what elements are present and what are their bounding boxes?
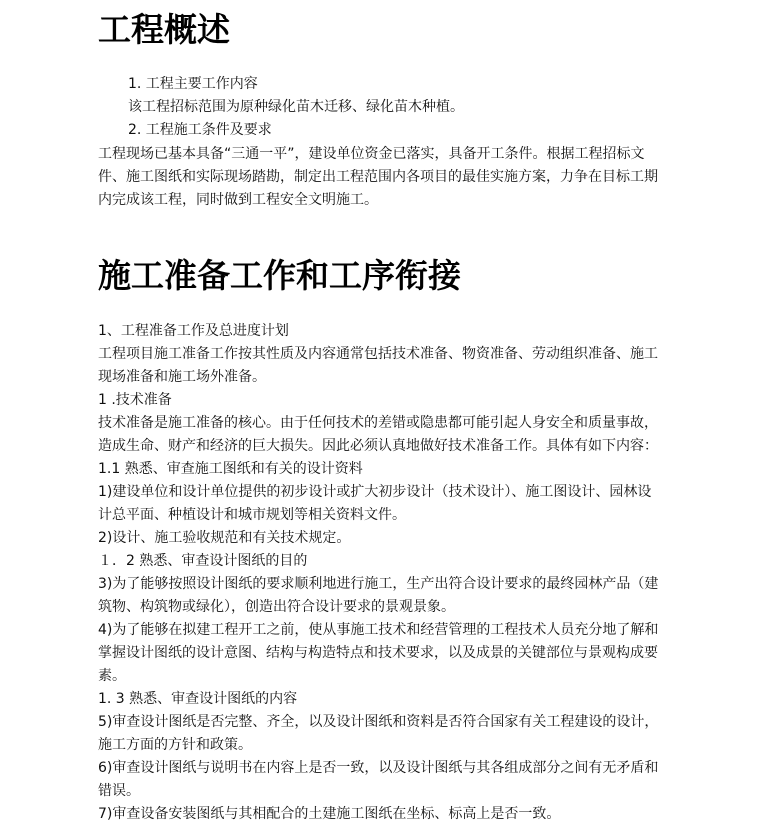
paragraph-line: 造成生命、财产和经济的巨大损失。因此必须认真地做好技术准备工作。具体有如下内容： bbox=[98, 438, 658, 454]
paragraph-work-scope: 该工程招标范围为原种绿化苗木迁移、绿化苗木种植。 bbox=[128, 99, 464, 115]
paragraph-line: 技术准备是施工准备的核心。由于任何技术的差错或隐患都可能引起人身安全和质量事故， bbox=[98, 415, 658, 431]
paragraph-line: 错误。 bbox=[98, 783, 140, 799]
list-item-main-work: 1. 工程主要工作内容 bbox=[128, 76, 258, 92]
subsection-heading: 1 .技术准备 bbox=[98, 392, 172, 408]
paragraph-line: 掌握设计图纸的设计意图、结构与构造特点和技术要求，以及成景的关键部位与景观构成要 bbox=[98, 645, 658, 661]
paragraph-line: 筑物、构筑物或绿化），创造出符合设计要求的景观景象。 bbox=[98, 599, 455, 615]
paragraph-line: 素。 bbox=[98, 668, 126, 684]
paragraph-line: 7)审查设备安装图纸与其相配合的土建施工图纸在坐标、标高上是否一致。 bbox=[98, 806, 561, 822]
paragraph-line: 施工方面的方针和政策。 bbox=[98, 737, 252, 753]
paragraph-line: 2)设计、施工验收规范和有关技术规定。 bbox=[98, 530, 351, 546]
paragraph-line: 现场准备和施工场外准备。 bbox=[98, 369, 266, 385]
paragraph-line: 内完成该工程，同时做到工程安全文明施工。 bbox=[98, 192, 378, 208]
section-heading: 1、工程准备工作及总进度计划 bbox=[98, 323, 289, 339]
paragraph-line: 6)审查设计图纸与说明书在内容上是否一致，以及设计图纸与其各组成部分之间有无矛盾和 bbox=[98, 760, 659, 776]
paragraph-line: 工程项目施工准备工作按其性质及内容通常包括技术准备、物资准备、劳动组织准备、施工 bbox=[98, 346, 658, 362]
paragraph-line: 计总平面、种植设计和城市规划等相关资料文件。 bbox=[98, 507, 406, 523]
paragraph-line: 件、施工图纸和实际现场踏勘，制定出工程范围内各项目的最佳实施方案，力争在目标工期 bbox=[98, 169, 658, 185]
subsection-heading: 1. 3 熟悉、审查设计图纸的内容 bbox=[98, 691, 298, 707]
paragraph-line: 3)为了能够按照设计图纸的要求顺利地进行施工，生产出符合设计要求的最终园林产品（建 bbox=[98, 576, 659, 592]
subsection-heading: １．2 熟悉、审查设计图纸的目的 bbox=[98, 553, 308, 569]
paragraph-line: 工程现场已基本具备“三通一平”，建设单位资金已落实，具备开工条件。根据工程招标文 bbox=[98, 146, 645, 162]
list-item-conditions: 2. 工程施工条件及要求 bbox=[128, 122, 272, 138]
paragraph-line: 5)审查设计图纸是否完整、齐全，以及设计图纸和资料是否符合国家有关工程建设的设计， bbox=[98, 714, 659, 730]
paragraph-line: 4)为了能够在拟建工程开工之前，使从事施工技术和经营管理的工程技术人员充分地了解和 bbox=[98, 622, 659, 638]
heading-preparation: 施工准备工作和工序衔接 bbox=[98, 256, 461, 295]
heading-project-overview: 工程概述 bbox=[98, 10, 230, 49]
subsection-heading: 1.1 熟悉、审查施工图纸和有关的设计资料 bbox=[98, 461, 363, 477]
paragraph-line: 1)建设单位和设计单位提供的初步设计或扩大初步设计（技术设计）、施工图设计、园林设 bbox=[98, 484, 652, 500]
